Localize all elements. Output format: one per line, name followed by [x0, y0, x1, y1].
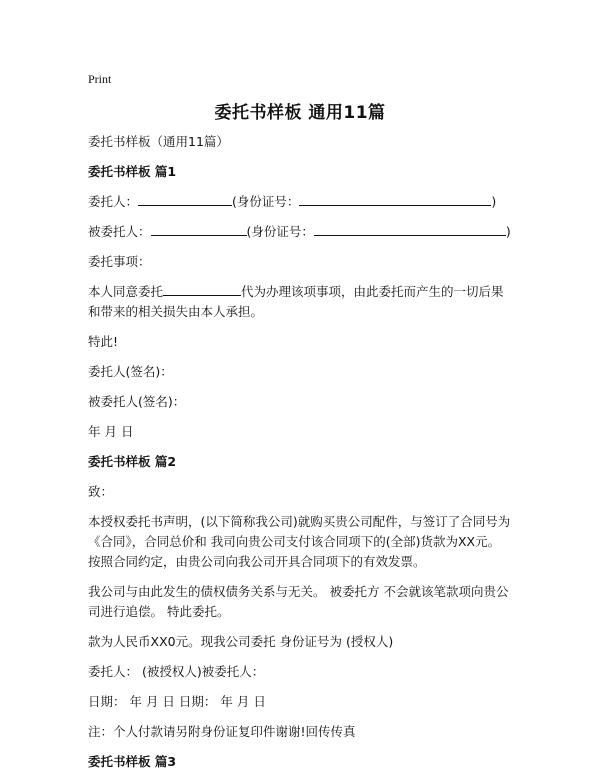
paragraph-note: 注：个人付款请另附身份证复印件谢谢!回传传真 — [88, 724, 356, 739]
id-blank-2 — [314, 223, 506, 236]
agent-label: 被委托人： — [88, 224, 151, 239]
consent-paragraph — [88, 282, 512, 322]
page-title: 委托书样板 通用11篇 — [214, 103, 386, 123]
intro-line: 委托书样板（通用11篇） — [88, 134, 229, 149]
matters-label: 委托事项： — [88, 254, 151, 269]
date-line: 年 月 日 — [88, 424, 134, 439]
id-blank-1 — [299, 193, 491, 206]
print-link[interactable]: Print — [88, 72, 112, 86]
principal-label: 委托人： — [88, 194, 139, 209]
principal-line — [88, 192, 512, 212]
hereby-line: 特此! — [88, 334, 119, 349]
agent-blank — [151, 223, 247, 236]
salutation: 致： — [88, 484, 114, 499]
section-heading-2: 委托书样板 篇2 — [88, 454, 177, 469]
principal-sign: 委托人(签名)： — [88, 364, 173, 379]
consent-post: 代为办理该项事项，由此委托而产生的一切后果和带来的相关损失由本人承担。 — [88, 284, 504, 319]
paragraph-parties: 委托人： (被授权人)被委托人： — [88, 664, 265, 679]
paragraph-amount: 款为人民币XX0元。现我公司委托 身份证号为 (授权人) — [88, 634, 394, 649]
document-body — [88, 132, 512, 782]
close-paren-2: ) — [505, 224, 511, 239]
principal-blank — [138, 193, 232, 206]
close-paren-1: ) — [491, 194, 497, 209]
consent-pre: 本人同意委托 — [88, 284, 164, 299]
section-heading-3: 委托书样板 篇3 — [88, 754, 177, 769]
paragraph-liability: 我公司与由此发生的债权债务关系与无关。 被委托方 不会就该笔款项向贵公司进行追偿。 特此委托。 — [88, 584, 509, 619]
id-label-2: (身份证号： — [246, 224, 314, 239]
agent-sign: 被委托人(签名)： — [88, 394, 186, 409]
agent-line — [88, 222, 512, 242]
paragraph-declaration: 本授权委托书声明，(以下简称我公司)就购买贵公司配件，与签订了合同号为《合同》，合同总价和 我司向贵公司支付该合同项下的(全部)货款为XX元。按照合同约定，由贵公司向我公司开具合同项下的有效发票。 — [88, 514, 511, 569]
consent-blank — [163, 283, 241, 296]
id-label-1: (身份证号： — [232, 194, 300, 209]
paragraph-dates: 日期： 年 月 日 日期： 年 月 日 — [88, 694, 266, 709]
section-heading-1: 委托书样板 篇1 — [88, 164, 177, 179]
